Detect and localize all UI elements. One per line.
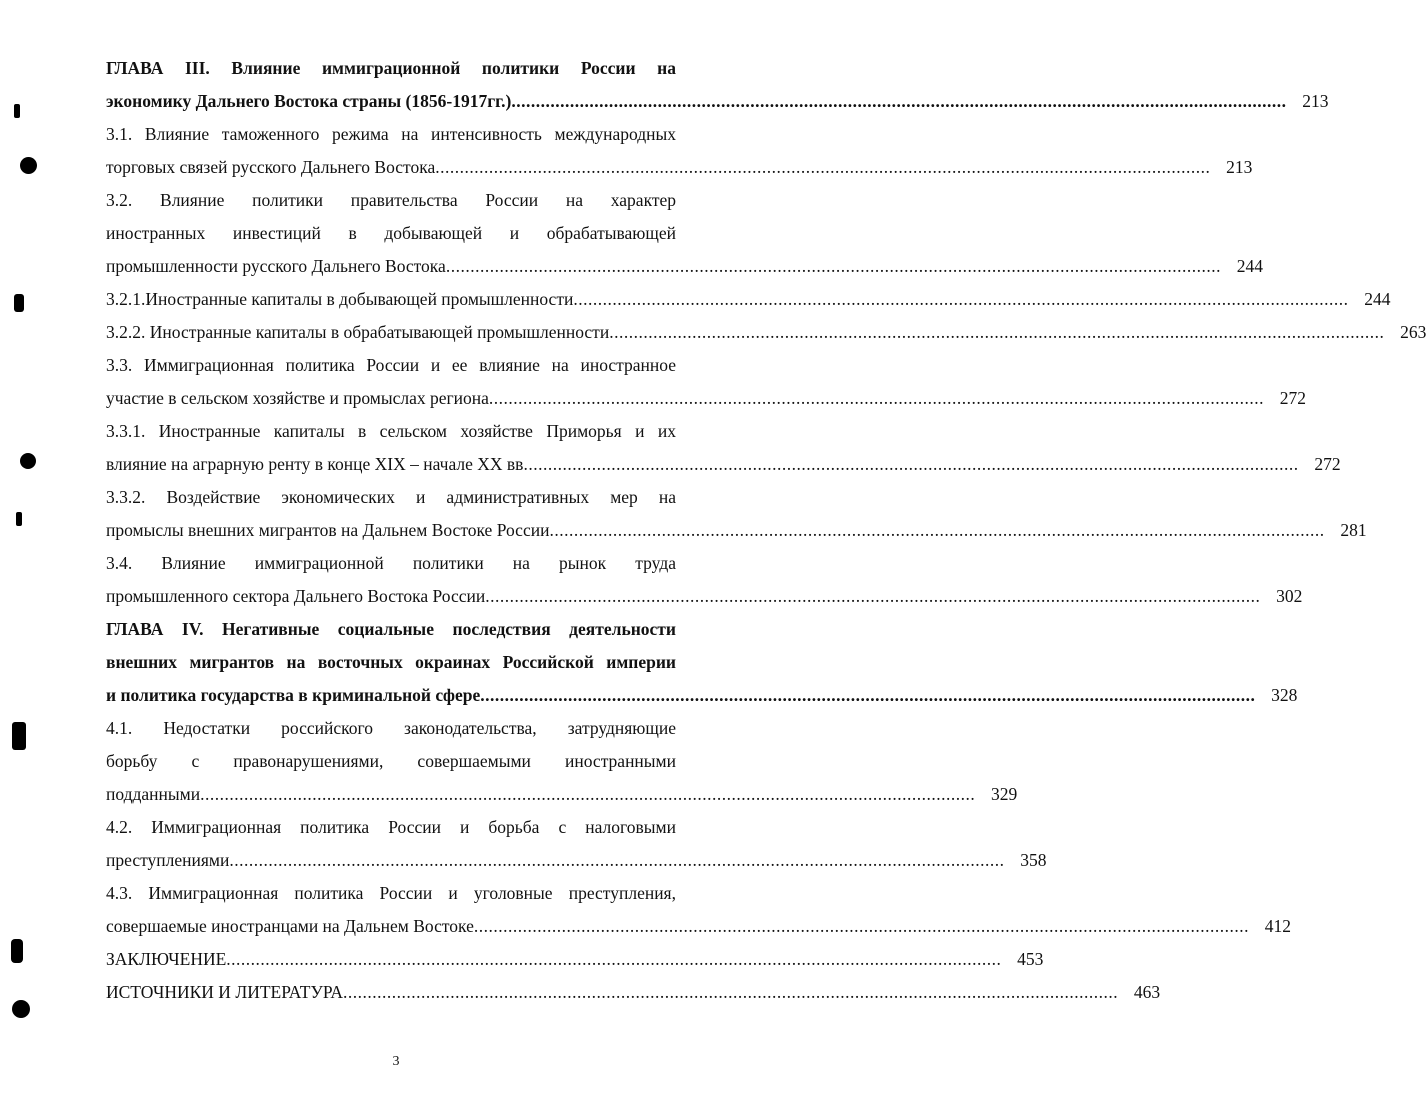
toc-section-4-2-line-1: 4.2. Иммиграционная политика России и борьба с налоговыми	[106, 817, 676, 837]
toc-section-3-3-2-entry[interactable]	[106, 514, 1367, 547]
toc-page-number: 281	[1340, 520, 1367, 540]
toc-leader: ...............................................................................................................................................................	[480, 685, 1256, 705]
toc-section-3-1-entry[interactable]	[106, 151, 1253, 184]
toc-section-3-3-1-line-2: влияние на аграрную ренту в конце XIX – начале XX вв	[106, 454, 524, 474]
binder-hole-mark	[12, 1000, 30, 1018]
toc-page-number: 412	[1264, 916, 1291, 936]
toc-chapter-4-title-line-2: внешних мигрантов на восточных окраинах Российской империи	[106, 652, 676, 672]
toc-page-number: 244	[1364, 289, 1391, 309]
toc-section-3-3-2-line-1: 3.3.2. Воздействие экономических и административных мер на	[106, 487, 676, 507]
toc-section-3-2-line-1: 3.2. Влияние политики правительства России на характер	[106, 190, 676, 210]
toc-leader: ...............................................................................................................................................................	[511, 91, 1287, 111]
toc-page-number: 453	[1017, 949, 1044, 969]
toc-section-3-4-line-1: 3.4. Влияние иммиграционной политики на рынок труда	[106, 553, 676, 573]
toc-section-3-3-line-1: 3.3. Иммиграционная политика России и ее влияние на иностранное	[106, 355, 676, 375]
toc-page-number: 463	[1133, 982, 1161, 1002]
toc-section-3-3-entry[interactable]	[106, 382, 1307, 415]
toc-section-4-1-line-3: подданными	[106, 784, 201, 804]
scan-artifact-mark	[11, 939, 23, 963]
toc-section-3-2-2-entry[interactable]	[106, 316, 1426, 349]
scan-artifact-mark	[12, 722, 26, 750]
toc-section-4-3-line-2: совершаемые иностранцами на Дальнем Востоке	[106, 916, 474, 936]
toc-chapter-4-title-line-1: ГЛАВА IV. Негативные социальные последствия деятельности	[106, 619, 676, 639]
toc-section-3-2-1-title: 3.2.1.Иностранные капиталы в добывающей промышленности	[106, 289, 574, 309]
toc-leader: ...............................................................................................................................................................	[485, 586, 1261, 606]
toc-section-3-3-line-2: участие в сельском хозяйстве и промыслах региона	[106, 388, 489, 408]
toc-leader: ...............................................................................................................................................................	[609, 322, 1385, 342]
toc-section-4-2-entry[interactable]	[106, 844, 1047, 877]
toc-sources-title: ИСТОЧНИКИ И ЛИТЕРАТУРА	[106, 982, 344, 1002]
toc-section-4-1-line-1: 4.1. Недостатки российского законодательства, затрудняющие	[106, 718, 676, 738]
toc-page-number: 358	[1020, 850, 1047, 870]
toc-leader: ...............................................................................................................................................................	[229, 850, 1005, 870]
toc-page-number: 272	[1314, 454, 1341, 474]
scan-artifact-mark	[14, 294, 24, 312]
toc-leader: ...............................................................................................................................................................	[549, 520, 1325, 540]
toc-page-number: 328	[1271, 685, 1298, 705]
toc-leader: ...............................................................................................................................................................	[523, 454, 1299, 474]
scan-artifact-mark	[16, 512, 22, 526]
toc-page-number: 213	[1302, 91, 1329, 111]
binder-hole-mark	[20, 157, 37, 174]
toc-leader: ...............................................................................................................................................................	[488, 388, 1265, 408]
toc-leader: ...............................................................................................................................................................	[445, 256, 1221, 276]
toc-page-number: 244	[1236, 256, 1263, 276]
toc-chapter-3-entry[interactable]	[106, 85, 1329, 118]
toc-section-3-1-line-2: торговых связей русского Дальнего Востока	[106, 157, 436, 177]
toc-leader: ...............................................................................................................................................................	[226, 949, 1002, 969]
scan-artifact-mark	[14, 104, 20, 118]
page-number: 3	[392, 1054, 400, 1069]
toc-leader: ...............................................................................................................................................................	[573, 289, 1349, 309]
toc-section-3-3-2-line-2: промыслы внешних мигрантов на Дальнем Востоке России	[106, 520, 550, 540]
toc-section-4-3-line-1: 4.3. Иммиграционная политика России и уголовные преступления,	[106, 883, 676, 903]
toc-page-number: 263	[1400, 322, 1426, 342]
toc-section-3-4-line-2: промышленного сектора Дальнего Востока России	[106, 586, 486, 606]
toc-section-3-2-line-2: иностранных инвестиций в добывающей и обрабатывающей	[106, 223, 676, 243]
toc-section-4-3-entry[interactable]	[106, 910, 1291, 943]
toc-section-4-1-entry[interactable]	[106, 778, 1018, 811]
toc-sources-entry[interactable]	[106, 976, 1161, 1009]
toc-section-3-1-line-1: 3.1. Влияние таможенного режима на интенсивность международных	[106, 124, 676, 144]
toc-chapter-4-entry[interactable]	[106, 679, 1298, 712]
toc-leader: ...............................................................................................................................................................	[473, 916, 1249, 936]
toc-section-3-4-entry[interactable]	[106, 580, 1303, 613]
binder-hole-mark	[20, 453, 36, 469]
toc-page-number: 272	[1279, 388, 1307, 408]
toc-conclusion-title: ЗАКЛЮЧЕНИЕ	[106, 949, 227, 969]
toc-chapter-3-title-line-1: ГЛАВА III. Влияние иммиграционной политики России на	[106, 58, 676, 78]
toc-leader: ...............................................................................................................................................................	[343, 982, 1119, 1002]
toc-section-3-3-1-entry[interactable]	[106, 448, 1341, 481]
toc-leader: ...............................................................................................................................................................	[200, 784, 976, 804]
toc-chapter-3-title-line-2: экономику Дальнего Востока страны (1856-1917гг.)	[106, 91, 512, 111]
toc-section-3-2-2-title: 3.2.2. Иностранные капиталы в обрабатывающей промышленности	[106, 322, 610, 342]
toc-section-3-2-line-3: промышленности русского Дальнего Востока	[106, 256, 446, 276]
toc-section-3-2-1-entry[interactable]	[106, 283, 1391, 316]
toc-conclusion-entry[interactable]	[106, 943, 1044, 976]
toc-page-number: 302	[1276, 586, 1303, 606]
toc-page-number: 329	[991, 784, 1018, 804]
toc-chapter-4-title-line-3: и политика государства в криминальной сфере	[106, 685, 481, 705]
toc-section-4-1-line-2: борьбу с правонарушениями, совершаемыми иностранными	[106, 751, 676, 771]
toc-section-3-3-1-line-1: 3.3.1. Иностранные капиталы в сельском хозяйстве Приморья и их	[106, 421, 676, 441]
toc-leader: ...............................................................................................................................................................	[435, 157, 1211, 177]
toc-page-number: 213	[1226, 157, 1253, 177]
toc-section-3-2-entry[interactable]	[106, 250, 1263, 283]
toc-section-4-2-line-2: преступлениями	[106, 850, 230, 870]
